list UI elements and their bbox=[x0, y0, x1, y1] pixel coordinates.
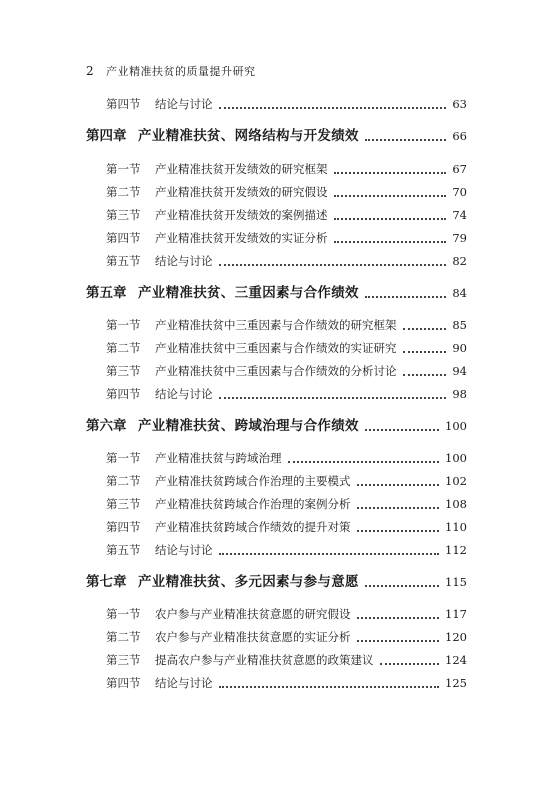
toc-section-row[interactable] bbox=[0, 495, 551, 513]
section-number: 第二节 bbox=[106, 474, 141, 488]
dot-leader bbox=[380, 663, 439, 665]
toc-section-row[interactable] bbox=[0, 339, 551, 357]
section-title: 结论与讨论 bbox=[155, 387, 213, 401]
dot-leader bbox=[219, 686, 439, 688]
page-ref: 79 bbox=[452, 231, 467, 245]
page-ref: 74 bbox=[452, 208, 467, 222]
section-title: 结论与讨论 bbox=[155, 254, 213, 268]
page-ref: 66 bbox=[452, 129, 467, 143]
page-ref: 102 bbox=[445, 474, 467, 488]
toc-section-row[interactable] bbox=[0, 206, 551, 224]
section-title: 产业精准扶贫中三重因素与合作绩效的实证研究 bbox=[155, 341, 397, 355]
section-title: 产业精准扶贫开发绩效的实证分析 bbox=[155, 231, 328, 245]
chapter-number: 第七章 bbox=[86, 574, 127, 590]
page-ref: 110 bbox=[445, 520, 467, 534]
chapter-title: 产业精准扶贫、多元因素与参与意愿 bbox=[138, 574, 359, 590]
toc-section-row[interactable] bbox=[0, 385, 551, 403]
toc-section-row[interactable] bbox=[0, 651, 551, 669]
dot-leader bbox=[219, 553, 439, 555]
chapter-title: 产业精准扶贫、网络结构与开发绩效 bbox=[138, 128, 359, 144]
chapter-number: 第五章 bbox=[86, 285, 127, 301]
section-number: 第三节 bbox=[106, 208, 141, 222]
section-number: 第一节 bbox=[106, 318, 141, 332]
section-title: 结论与讨论 bbox=[155, 97, 213, 111]
page-ref: 70 bbox=[452, 185, 467, 199]
page-ref: 82 bbox=[452, 254, 467, 268]
section-title: 产业精准扶贫开发绩效的研究假设 bbox=[155, 185, 328, 199]
section-number: 第四节 bbox=[106, 231, 141, 245]
toc-section-row[interactable] bbox=[0, 95, 551, 113]
dot-leader bbox=[403, 351, 446, 353]
section-number: 第二节 bbox=[106, 630, 141, 644]
page-ref: 125 bbox=[445, 676, 467, 690]
dot-leader bbox=[334, 172, 446, 174]
dot-leader bbox=[365, 429, 439, 431]
page-ref: 120 bbox=[445, 630, 467, 644]
toc-section-row[interactable] bbox=[0, 183, 551, 201]
toc-section-row[interactable] bbox=[0, 316, 551, 334]
chapter-number: 第四章 bbox=[86, 128, 127, 144]
dot-leader bbox=[219, 397, 446, 399]
toc-section-row[interactable] bbox=[0, 160, 551, 178]
section-number: 第二节 bbox=[106, 185, 141, 199]
dot-leader bbox=[365, 139, 446, 141]
section-number: 第五节 bbox=[106, 543, 141, 557]
dot-leader bbox=[357, 484, 439, 486]
toc-section-row[interactable] bbox=[0, 541, 551, 559]
section-number: 第四节 bbox=[106, 97, 141, 111]
dot-leader bbox=[403, 328, 446, 330]
toc-section-row[interactable] bbox=[0, 229, 551, 247]
dot-leader bbox=[357, 617, 439, 619]
section-number: 第三节 bbox=[106, 497, 141, 511]
dot-leader bbox=[357, 530, 439, 532]
section-title: 结论与讨论 bbox=[155, 543, 213, 557]
toc-chapter-row[interactable] bbox=[0, 573, 551, 591]
section-number: 第二节 bbox=[106, 341, 141, 355]
toc-chapter-row[interactable] bbox=[0, 417, 551, 435]
page-ref: 84 bbox=[452, 286, 467, 300]
dot-leader bbox=[357, 640, 439, 642]
toc-section-row[interactable] bbox=[0, 362, 551, 380]
toc-section-row[interactable] bbox=[0, 518, 551, 536]
section-title: 产业精准扶贫与跨域治理 bbox=[155, 451, 282, 465]
section-number: 第三节 bbox=[106, 653, 141, 667]
page-ref: 112 bbox=[445, 543, 467, 557]
toc-section-row[interactable] bbox=[0, 674, 551, 692]
section-title: 产业精准扶贫跨域合作治理的案例分析 bbox=[155, 497, 351, 511]
dot-leader bbox=[365, 585, 439, 587]
toc-chapter-row[interactable] bbox=[0, 284, 551, 302]
dot-leader bbox=[403, 374, 446, 376]
page-ref: 115 bbox=[445, 575, 467, 589]
page-header bbox=[0, 63, 551, 79]
section-title: 结论与讨论 bbox=[155, 676, 213, 690]
page-ref: 67 bbox=[452, 162, 467, 176]
section-number: 第四节 bbox=[106, 520, 141, 534]
dot-leader bbox=[334, 195, 446, 197]
dot-leader bbox=[365, 296, 446, 298]
toc-section-row[interactable] bbox=[0, 472, 551, 490]
dot-leader bbox=[219, 264, 446, 266]
page-ref: 85 bbox=[452, 318, 467, 332]
dot-leader bbox=[357, 507, 439, 509]
running-title: 产业精准扶贫的质量提升研究 bbox=[106, 65, 256, 78]
section-number: 第五节 bbox=[106, 254, 141, 268]
section-number: 第四节 bbox=[106, 387, 141, 401]
section-title: 农户参与产业精准扶贫意愿的研究假设 bbox=[155, 607, 351, 621]
section-title: 产业精准扶贫跨域合作治理的主要模式 bbox=[155, 474, 351, 488]
chapter-title: 产业精准扶贫、跨域治理与合作绩效 bbox=[138, 418, 359, 434]
page-ref: 90 bbox=[452, 341, 467, 355]
section-title: 产业精准扶贫跨域合作绩效的提升对策 bbox=[155, 520, 351, 534]
page-ref: 98 bbox=[452, 387, 467, 401]
section-number: 第一节 bbox=[106, 607, 141, 621]
section-title: 产业精准扶贫中三重因素与合作绩效的研究框架 bbox=[155, 318, 397, 332]
dot-leader bbox=[219, 107, 446, 109]
page-ref: 94 bbox=[452, 364, 467, 378]
toc-section-row[interactable] bbox=[0, 449, 551, 467]
dot-leader bbox=[334, 241, 446, 243]
section-number: 第一节 bbox=[106, 162, 141, 176]
section-title: 产业精准扶贫开发绩效的案例描述 bbox=[155, 208, 328, 222]
toc-section-row[interactable] bbox=[0, 628, 551, 646]
page-ref: 63 bbox=[452, 97, 467, 111]
section-number: 第三节 bbox=[106, 364, 141, 378]
section-number: 第一节 bbox=[106, 451, 141, 465]
section-title: 产业精准扶贫中三重因素与合作绩效的分析讨论 bbox=[155, 364, 397, 378]
section-title: 产业精准扶贫开发绩效的研究框架 bbox=[155, 162, 328, 176]
section-title: 提高农户参与产业精准扶贫意愿的政策建议 bbox=[155, 653, 374, 667]
page-ref: 117 bbox=[445, 607, 467, 621]
page-ref: 108 bbox=[445, 497, 467, 511]
toc-section-row[interactable] bbox=[0, 252, 551, 270]
toc-section-row[interactable] bbox=[0, 605, 551, 623]
dot-leader bbox=[288, 461, 439, 463]
section-title: 农户参与产业精准扶贫意愿的实证分析 bbox=[155, 630, 351, 644]
dot-leader bbox=[334, 218, 446, 220]
toc-chapter-row[interactable] bbox=[0, 127, 551, 145]
page-ref: 124 bbox=[445, 653, 467, 667]
page-number: 2 bbox=[86, 64, 94, 78]
page-ref: 100 bbox=[445, 451, 467, 465]
chapter-title: 产业精准扶贫、三重因素与合作绩效 bbox=[138, 285, 359, 301]
page-ref: 100 bbox=[445, 419, 467, 433]
chapter-number: 第六章 bbox=[86, 418, 127, 434]
section-number: 第四节 bbox=[106, 676, 141, 690]
